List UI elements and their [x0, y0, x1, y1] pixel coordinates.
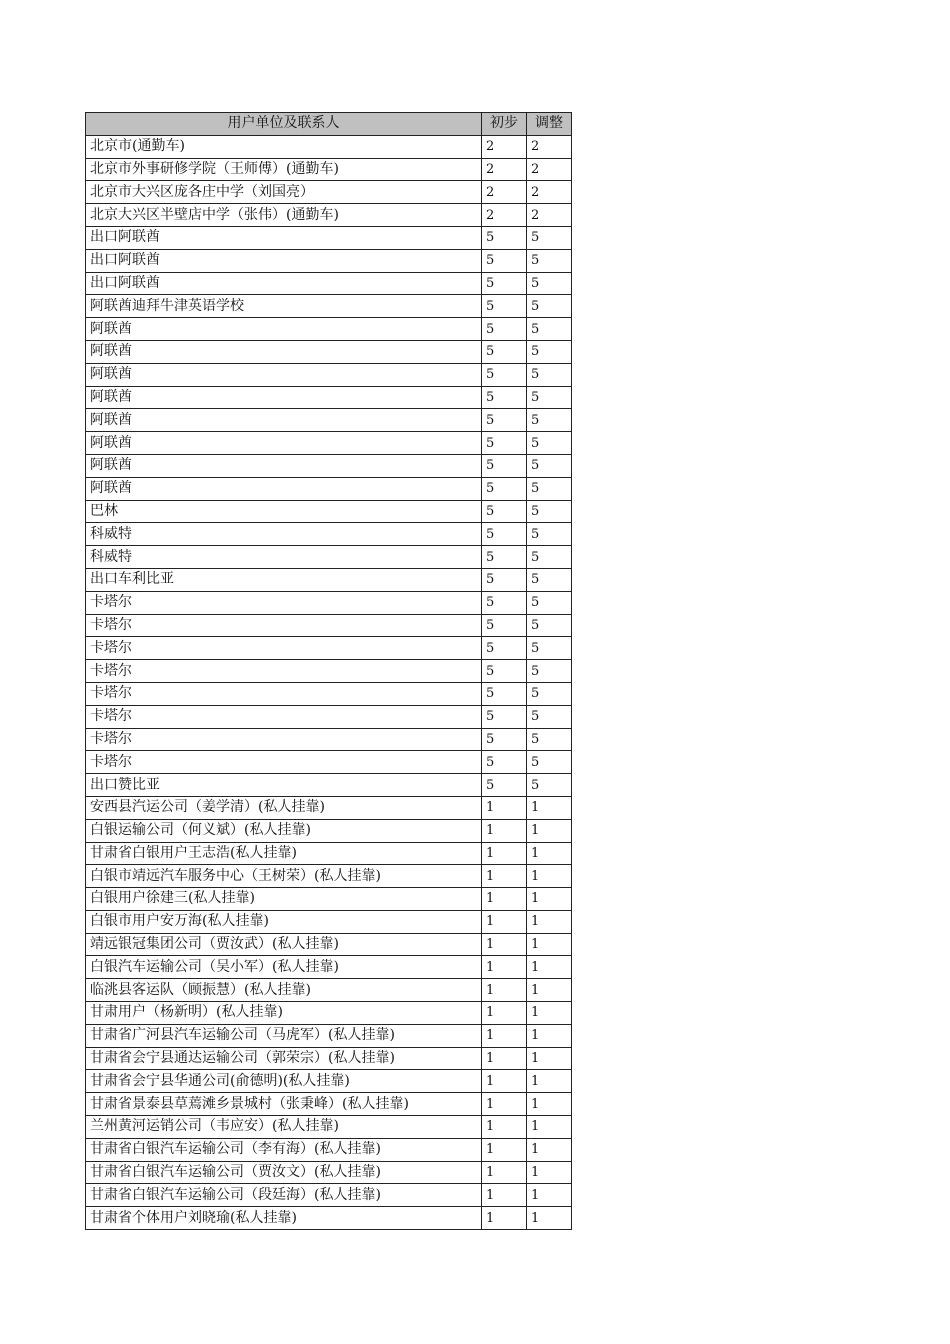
adjusted-count-cell: 5 — [527, 226, 572, 249]
table-row — [86, 523, 572, 546]
table-row — [86, 728, 572, 751]
initial-count-cell: 5 — [482, 568, 527, 591]
initial-count-cell: 5 — [482, 614, 527, 637]
header-initial: 初步 — [482, 113, 527, 136]
table-row — [86, 1184, 572, 1207]
user-unit-cell: 白银用户徐建三(私人挂靠) — [86, 888, 482, 911]
adjusted-count-cell: 5 — [527, 774, 572, 797]
table-row — [86, 477, 572, 500]
initial-count-cell: 2 — [482, 135, 527, 158]
table-row — [86, 546, 572, 569]
user-unit-cell: 甘肃省白银用户王志浩(私人挂靠) — [86, 842, 482, 865]
user-unit-cell: 卡塔尔 — [86, 660, 482, 683]
user-unit-cell: 甘肃省白银汽车运输公司（段廷海）(私人挂靠) — [86, 1184, 482, 1207]
adjusted-count-cell: 5 — [527, 340, 572, 363]
adjusted-count-cell: 5 — [527, 386, 572, 409]
adjusted-count-cell: 2 — [527, 204, 572, 227]
adjusted-count-cell: 5 — [527, 409, 572, 432]
adjusted-count-cell: 5 — [527, 432, 572, 455]
initial-count-cell: 5 — [482, 272, 527, 295]
user-unit-cell: 甘肃用户（杨新明）(私人挂靠) — [86, 1002, 482, 1025]
table-row — [86, 682, 572, 705]
user-unit-cell: 阿联酋迪拜牛津英语学校 — [86, 295, 482, 318]
table-body — [86, 135, 572, 1229]
initial-count-cell: 5 — [482, 386, 527, 409]
adjusted-count-cell: 5 — [527, 249, 572, 272]
initial-count-cell: 5 — [482, 318, 527, 341]
user-unit-cell: 北京大兴区半壁店中学（张伟）(通勤车) — [86, 204, 482, 227]
table-row — [86, 454, 572, 477]
initial-count-cell: 1 — [482, 1138, 527, 1161]
user-unit-cell: 北京市大兴区庞各庄中学（刘国亮） — [86, 181, 482, 204]
initial-count-cell: 1 — [482, 1093, 527, 1116]
table-row — [86, 774, 572, 797]
user-vehicle-allocation-table — [85, 112, 572, 1230]
initial-count-cell: 5 — [482, 591, 527, 614]
adjusted-count-cell: 1 — [527, 1002, 572, 1025]
table-row — [86, 1138, 572, 1161]
adjusted-count-cell: 5 — [527, 660, 572, 683]
user-unit-cell: 兰州黄河运销公司（韦应安）(私人挂靠) — [86, 1116, 482, 1139]
adjusted-count-cell: 1 — [527, 888, 572, 911]
initial-count-cell: 5 — [482, 774, 527, 797]
initial-count-cell: 5 — [482, 432, 527, 455]
initial-count-cell: 5 — [482, 682, 527, 705]
adjusted-count-cell: 2 — [527, 181, 572, 204]
adjusted-count-cell: 1 — [527, 956, 572, 979]
user-unit-cell: 卡塔尔 — [86, 682, 482, 705]
adjusted-count-cell: 5 — [527, 546, 572, 569]
user-unit-cell: 白银市靖远汽车服务中心（王树荣）(私人挂靠) — [86, 865, 482, 888]
header-row — [86, 113, 572, 136]
adjusted-count-cell: 5 — [527, 454, 572, 477]
table-row — [86, 1070, 572, 1093]
user-unit-cell: 阿联酋 — [86, 386, 482, 409]
initial-count-cell: 5 — [482, 660, 527, 683]
initial-count-cell: 1 — [482, 933, 527, 956]
initial-count-cell: 5 — [482, 409, 527, 432]
adjusted-count-cell: 2 — [527, 158, 572, 181]
table-row — [86, 1207, 572, 1230]
adjusted-count-cell: 5 — [527, 705, 572, 728]
initial-count-cell: 5 — [482, 728, 527, 751]
user-unit-cell: 卡塔尔 — [86, 728, 482, 751]
table-row — [86, 865, 572, 888]
table-row — [86, 979, 572, 1002]
initial-count-cell: 1 — [482, 1207, 527, 1230]
adjusted-count-cell: 5 — [527, 295, 572, 318]
user-unit-cell: 白银汽车运输公司（吴小军）(私人挂靠) — [86, 956, 482, 979]
initial-count-cell: 1 — [482, 956, 527, 979]
adjusted-count-cell: 1 — [527, 1184, 572, 1207]
table-row — [86, 386, 572, 409]
initial-count-cell: 5 — [482, 295, 527, 318]
table-row — [86, 888, 572, 911]
table-row — [86, 1093, 572, 1116]
initial-count-cell: 1 — [482, 910, 527, 933]
table-row — [86, 272, 572, 295]
initial-count-cell: 5 — [482, 249, 527, 272]
user-unit-cell: 甘肃省会宁县华通公司(俞德明)(私人挂靠) — [86, 1070, 482, 1093]
adjusted-count-cell: 1 — [527, 796, 572, 819]
adjusted-count-cell: 5 — [527, 568, 572, 591]
initial-count-cell: 1 — [482, 1070, 527, 1093]
table-row — [86, 363, 572, 386]
table-row — [86, 956, 572, 979]
initial-count-cell: 1 — [482, 1184, 527, 1207]
initial-count-cell: 1 — [482, 979, 527, 1002]
user-unit-cell: 出口阿联酋 — [86, 249, 482, 272]
initial-count-cell: 5 — [482, 523, 527, 546]
adjusted-count-cell: 1 — [527, 819, 572, 842]
adjusted-count-cell: 5 — [527, 272, 572, 295]
adjusted-count-cell: 1 — [527, 910, 572, 933]
table-row — [86, 637, 572, 660]
table-row — [86, 1024, 572, 1047]
initial-count-cell: 2 — [482, 204, 527, 227]
adjusted-count-cell: 5 — [527, 614, 572, 637]
user-unit-cell: 甘肃省广河县汽车运输公司（马虎军）(私人挂靠) — [86, 1024, 482, 1047]
table-row — [86, 295, 572, 318]
initial-count-cell: 5 — [482, 751, 527, 774]
user-unit-cell: 阿联酋 — [86, 340, 482, 363]
user-unit-cell: 白银运输公司（何义斌）(私人挂靠) — [86, 819, 482, 842]
adjusted-count-cell: 1 — [527, 1093, 572, 1116]
adjusted-count-cell: 1 — [527, 842, 572, 865]
user-unit-cell: 阿联酋 — [86, 454, 482, 477]
initial-count-cell: 2 — [482, 158, 527, 181]
table-row — [86, 158, 572, 181]
user-unit-cell: 出口阿联酋 — [86, 226, 482, 249]
user-unit-cell: 卡塔尔 — [86, 614, 482, 637]
initial-count-cell: 5 — [482, 454, 527, 477]
table-row — [86, 1161, 572, 1184]
adjusted-count-cell: 1 — [527, 1116, 572, 1139]
table-row — [86, 226, 572, 249]
header-adjusted: 调整 — [527, 113, 572, 136]
adjusted-count-cell: 5 — [527, 523, 572, 546]
user-unit-cell: 甘肃省景泰县草蔫滩乡景城村（张秉峰）(私人挂靠) — [86, 1093, 482, 1116]
table-row — [86, 249, 572, 272]
table-row — [86, 340, 572, 363]
user-unit-cell: 甘肃省白银汽车运输公司（李有海）(私人挂靠) — [86, 1138, 482, 1161]
initial-count-cell: 1 — [482, 1161, 527, 1184]
user-unit-cell: 阿联酋 — [86, 477, 482, 500]
table-row — [86, 432, 572, 455]
user-unit-cell: 阿联酋 — [86, 432, 482, 455]
adjusted-count-cell: 1 — [527, 1161, 572, 1184]
user-unit-cell: 甘肃省白银汽车运输公司（贾汝文）(私人挂靠) — [86, 1161, 482, 1184]
user-unit-cell: 科威特 — [86, 546, 482, 569]
table-row — [86, 819, 572, 842]
table-row — [86, 135, 572, 158]
adjusted-count-cell: 1 — [527, 1138, 572, 1161]
adjusted-count-cell: 1 — [527, 865, 572, 888]
table-row — [86, 705, 572, 728]
table-row — [86, 181, 572, 204]
initial-count-cell: 1 — [482, 1047, 527, 1070]
initial-count-cell: 1 — [482, 819, 527, 842]
initial-count-cell: 1 — [482, 1116, 527, 1139]
adjusted-count-cell: 1 — [527, 1047, 572, 1070]
user-unit-cell: 阿联酋 — [86, 363, 482, 386]
table-row — [86, 660, 572, 683]
user-unit-cell: 北京市(通勤车) — [86, 135, 482, 158]
adjusted-count-cell: 5 — [527, 728, 572, 751]
user-unit-cell: 巴林 — [86, 500, 482, 523]
initial-count-cell: 1 — [482, 796, 527, 819]
adjusted-count-cell: 2 — [527, 135, 572, 158]
initial-count-cell: 5 — [482, 637, 527, 660]
user-unit-cell: 卡塔尔 — [86, 705, 482, 728]
initial-count-cell: 5 — [482, 226, 527, 249]
user-unit-cell: 科威特 — [86, 523, 482, 546]
initial-count-cell: 1 — [482, 888, 527, 911]
header-user-unit: 用户单位及联系人 — [86, 113, 482, 136]
initial-count-cell: 1 — [482, 1002, 527, 1025]
table-row — [86, 751, 572, 774]
user-unit-cell: 出口赞比亚 — [86, 774, 482, 797]
user-unit-cell: 北京市外事研修学院（王师傅）(通勤车) — [86, 158, 482, 181]
adjusted-count-cell: 1 — [527, 1207, 572, 1230]
user-unit-cell: 靖远银冠集团公司（贾汝武）(私人挂靠) — [86, 933, 482, 956]
table-row — [86, 204, 572, 227]
initial-count-cell: 1 — [482, 842, 527, 865]
user-unit-cell: 安西县汽运公司（姜学清）(私人挂靠) — [86, 796, 482, 819]
initial-count-cell: 5 — [482, 363, 527, 386]
adjusted-count-cell: 5 — [527, 751, 572, 774]
adjusted-count-cell: 1 — [527, 979, 572, 1002]
adjusted-count-cell: 5 — [527, 500, 572, 523]
user-unit-cell: 临洮县客运队（顾振慧）(私人挂靠) — [86, 979, 482, 1002]
table-row — [86, 1047, 572, 1070]
table-row — [86, 1002, 572, 1025]
table-row — [86, 842, 572, 865]
adjusted-count-cell: 5 — [527, 591, 572, 614]
initial-count-cell: 5 — [482, 340, 527, 363]
table-row — [86, 614, 572, 637]
adjusted-count-cell: 5 — [527, 363, 572, 386]
user-unit-cell: 阿联酋 — [86, 318, 482, 341]
adjusted-count-cell: 5 — [527, 682, 572, 705]
user-unit-cell: 卡塔尔 — [86, 751, 482, 774]
table-row — [86, 591, 572, 614]
adjusted-count-cell: 1 — [527, 933, 572, 956]
adjusted-count-cell: 5 — [527, 477, 572, 500]
adjusted-count-cell: 1 — [527, 1070, 572, 1093]
adjusted-count-cell: 1 — [527, 1024, 572, 1047]
adjusted-count-cell: 5 — [527, 318, 572, 341]
user-unit-cell: 甘肃省会宁县通达运输公司（郭荣宗）(私人挂靠) — [86, 1047, 482, 1070]
initial-count-cell: 1 — [482, 865, 527, 888]
table-row — [86, 318, 572, 341]
user-unit-cell: 甘肃省个体用户刘晓瑜(私人挂靠) — [86, 1207, 482, 1230]
initial-count-cell: 5 — [482, 705, 527, 728]
table-row — [86, 1116, 572, 1139]
user-unit-cell: 卡塔尔 — [86, 591, 482, 614]
user-unit-cell: 出口阿联酋 — [86, 272, 482, 295]
table-row — [86, 933, 572, 956]
user-unit-cell: 卡塔尔 — [86, 637, 482, 660]
table-row — [86, 409, 572, 432]
initial-count-cell: 1 — [482, 1024, 527, 1047]
adjusted-count-cell: 5 — [527, 637, 572, 660]
initial-count-cell: 5 — [482, 500, 527, 523]
table-row — [86, 910, 572, 933]
table-row — [86, 796, 572, 819]
user-unit-cell: 白银市用户安万海(私人挂靠) — [86, 910, 482, 933]
user-unit-cell: 阿联酋 — [86, 409, 482, 432]
table-row — [86, 568, 572, 591]
initial-count-cell: 2 — [482, 181, 527, 204]
initial-count-cell: 5 — [482, 546, 527, 569]
table-row — [86, 500, 572, 523]
user-unit-cell: 出口车利比亚 — [86, 568, 482, 591]
initial-count-cell: 5 — [482, 477, 527, 500]
